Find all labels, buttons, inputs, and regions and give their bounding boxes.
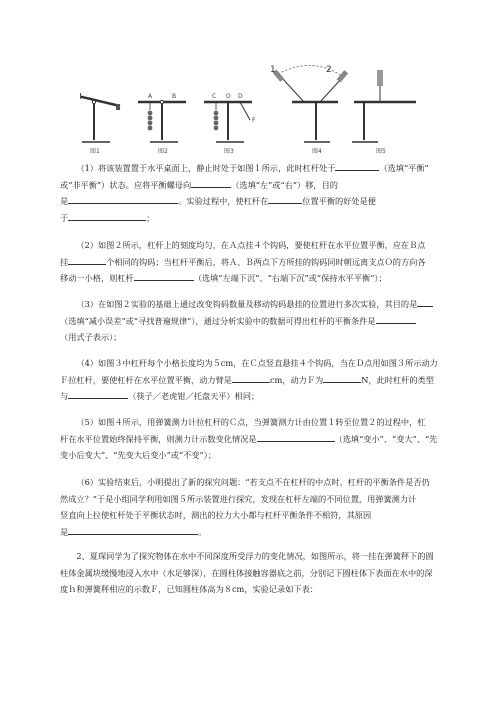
q5-text-d: 变小后变大”、“先变大后变小”或“不变”）；	[60, 450, 217, 460]
q3-text-c: （用式子表示）；	[60, 332, 122, 342]
q2-text-a: （2）如图２所示，杠杆上的刻度均匀，在Ａ点挂４个钩码，要使杠杆在水平位置平衡，应在Ｂ点	[76, 240, 426, 250]
figure-2	[138, 93, 186, 154]
question-3	[60, 296, 452, 346]
q4-blank-arm[interactable]	[232, 373, 270, 383]
q1-blank-position[interactable]	[268, 194, 302, 204]
figure-1	[80, 93, 120, 154]
point-b-label: B	[172, 93, 177, 100]
q4-text-f: （筷子／老虎钳／托盘天平）相同；	[128, 391, 260, 401]
q2-text-c: 个相同的钩码；当杠杆平衡后，将Ａ、Ｂ两点下方所挂的钩码同时朝远离支点Ｏ的方向各	[106, 256, 426, 267]
q4-blank-force[interactable]	[323, 373, 361, 383]
figure-2-label: 图2	[158, 148, 168, 154]
q2-blank-count[interactable]	[68, 255, 106, 265]
point-a-label: A	[148, 93, 153, 100]
q1-text-d: （选填“左”或“右”）移，目的	[231, 179, 338, 190]
q4-text-a: （4）如图３中杠杆每个小格长度均为５cm，在Ｃ点竖直悬挂４个钩码，当在Ｄ点用如图３所示动力	[76, 358, 438, 368]
q6-text-d: 是	[60, 526, 69, 537]
q5-blank-change[interactable]	[257, 432, 335, 442]
q4-text-c: cm，动力Ｆ为	[269, 374, 324, 385]
position-2-label: 2	[326, 65, 332, 75]
q6-text-e: 。	[198, 526, 207, 537]
position-1-label: 1	[270, 65, 276, 75]
q1-blank-benefit[interactable]	[68, 211, 146, 221]
q6-text-c: 竖直向上拉使杠杆处于平衡状态时，测出的拉力大小都与杠杆平衡条件不相符，其原因	[60, 510, 372, 520]
figure-4	[270, 65, 348, 154]
question-1	[60, 160, 452, 226]
q1-text-b: （选填“平衡”	[379, 163, 429, 173]
question-5	[60, 414, 452, 464]
p2-text-c: 度ｈ和弹簧秤相应的示数Ｆ，已知圆柱体高为８cm，实验记录如下表：	[60, 584, 318, 594]
problem-2	[60, 548, 452, 598]
figure-1-label: 图1	[90, 148, 100, 154]
q1-text-a: （1）将该装置置于水平桌面上，静止时处于如图１所示，此时杠杆处于	[76, 163, 336, 173]
q5-text-b: 杆在水平位置始终保持平衡，则测力计示数变化情况是	[60, 433, 257, 444]
q1-text-h: 于	[60, 212, 69, 223]
q3-text-b: （选填“减小误差”或“寻找普遍规律”），通过分析实验中的数据可得出杠杆的平衡条件是	[60, 315, 376, 326]
q4-blank-type[interactable]	[68, 389, 128, 399]
figure-5-label: 图5	[376, 148, 386, 154]
q5-text-a: （5）如图４所示，用弹簧测力计拉杠杆的Ｃ点，当弹簧测力计由位置１转至位置２的过程中，杠	[76, 417, 426, 427]
q3-text-a: （3）在如图２实验的基础上通过改变钩码数量及移动钩码悬挂的位置进行多次实验，其目的是	[76, 299, 418, 309]
q2-blank-result[interactable]	[134, 271, 194, 281]
question-4	[60, 355, 452, 405]
figure-5	[352, 70, 416, 154]
p2-text-b: 柱体金属块缓慢地浸入水中（水足够深），在圆柱体接触容器底之前，分别记下圆柱体下表面在水中的深	[60, 567, 433, 578]
q5-text-c: （选填“变小”、“变大”、“先	[334, 433, 438, 444]
force-f-label: F	[252, 117, 256, 124]
lever-figures	[80, 62, 420, 154]
point-c-label: C	[212, 93, 217, 100]
q1-text-c: 或“非平衡”）状态。应将平衡螺母向	[60, 179, 192, 190]
q6-blank-reason[interactable]	[68, 525, 198, 535]
q1-text-i: ；	[146, 212, 155, 223]
q1-blank-purpose[interactable]	[68, 194, 178, 204]
q1-text-f: 。实验过程中，使杠杆在	[178, 196, 269, 206]
question-6	[60, 474, 452, 540]
q4-text-b: Ｆ拉杠杆，要使杠杆在水平位置平衡，动力臂是	[60, 374, 232, 385]
figure-3	[204, 93, 256, 154]
question-2	[60, 237, 452, 287]
q1-text-e: 是	[60, 196, 69, 206]
p2-text-a: 2、夏琛同学为了探究物体在水中不同深度所受浮力的变化情况，如图所示，将一挂在弹簧秤下的圆	[76, 551, 434, 561]
q6-text-b: 然成立？”于是小组同学利用如图５所示装置进行探究，发现在杠杆左端的不同位置，用弹簧测力计	[60, 493, 417, 504]
q3-blank-condition[interactable]	[376, 314, 416, 324]
q3-blank-purpose[interactable]	[417, 297, 433, 307]
q1-blank-state[interactable]	[335, 161, 379, 171]
q4-text-e: 与	[60, 391, 69, 401]
q2-text-e: （选填“左端下沉”、“右端下沉”或“保持水平平衡”）；	[193, 273, 387, 283]
q1-blank-direction[interactable]	[191, 178, 231, 188]
q1-text-g: 位置平衡的好处是便	[302, 196, 376, 206]
q4-text-d: N，此时杠杆的类型	[361, 374, 434, 385]
q2-text-b: 挂	[60, 256, 69, 267]
figure-4-label: 图4	[312, 148, 322, 154]
point-o-label: O	[226, 93, 231, 100]
point-d-label: D	[238, 93, 243, 100]
q6-text-a: （6）实验结束后，小明提出了新的探究问题：“若支点不在杠杆的中点时，杠杆的平衡条件是否仍	[76, 477, 430, 487]
figure-3-label: 图3	[224, 148, 234, 154]
q2-text-d: 移动一小格，则杠杆	[60, 273, 134, 283]
